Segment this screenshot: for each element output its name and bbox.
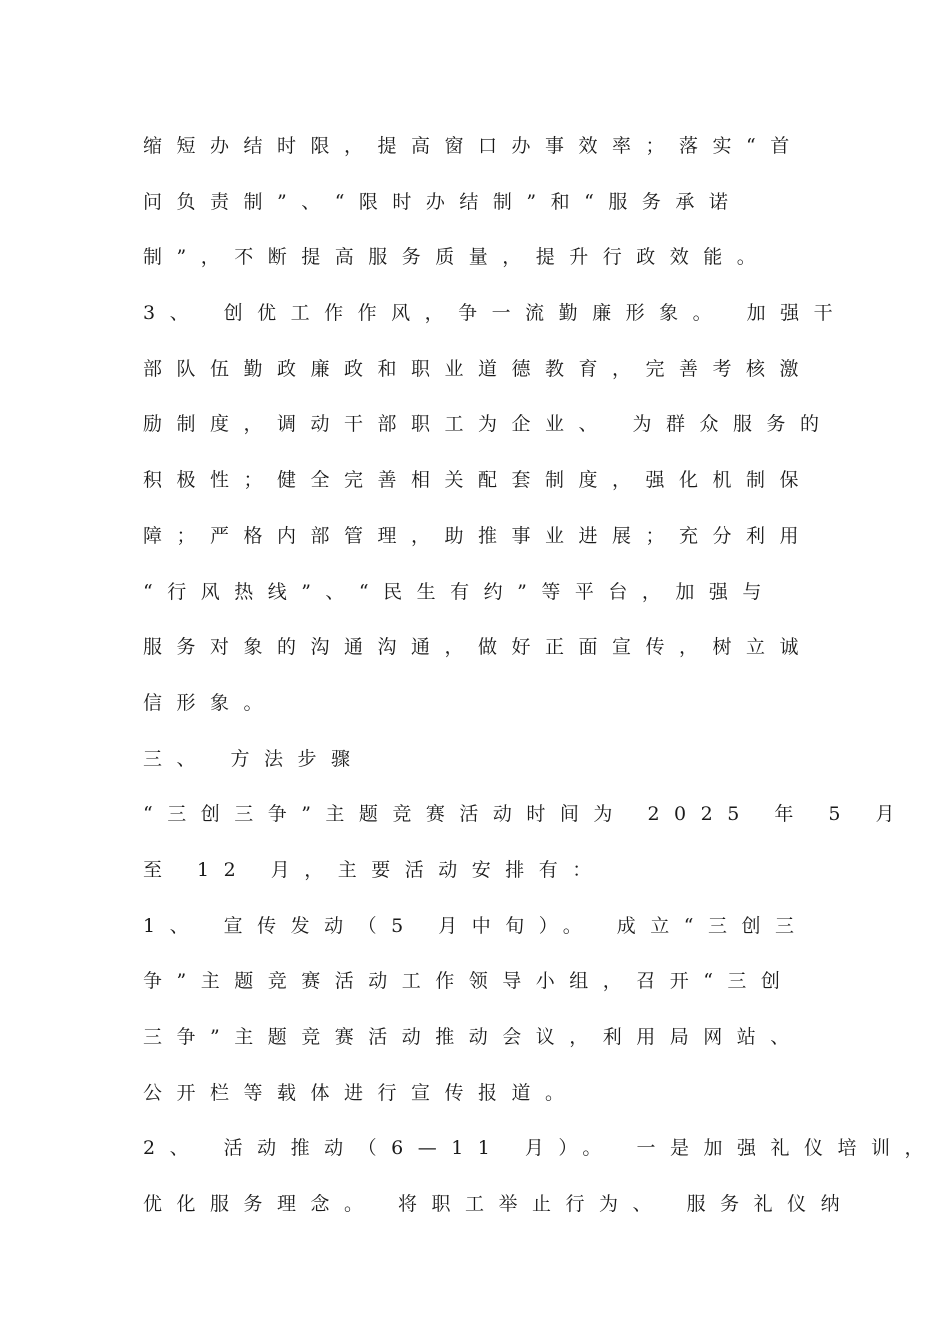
text-line: 励制度，调动干部职工为企业、 为群众服务的 xyxy=(143,413,834,436)
text-line: 三争”主题竞赛活动推动会议，利用局网站、 xyxy=(143,1026,804,1048)
text-line: 优化服务理念。 将职工举止行为、 服务礼仪纳 xyxy=(143,1193,855,1216)
text-line: 缩短办结时限，提高窗口办事效率；落实“首 xyxy=(143,135,804,157)
text-line: 争”主题竞赛活动工作领导小组，召开“三创 xyxy=(143,970,795,993)
text-line: 至 12 月，主要活动安排有： xyxy=(143,858,606,881)
text-line: 1、 宣传发动（5 月中旬）。 成立“三创三 xyxy=(143,914,809,937)
section-heading: 三、 方法步骤 xyxy=(143,747,365,770)
text-line: 积极性；健全完善相关配套制度，强化机制保 xyxy=(143,469,814,492)
text-line: “行风热线”、“民生有约”等平台，加强与 xyxy=(143,580,776,603)
text-line: 2、 活动推动（6—11 月）。 一是加强礼仪培训， xyxy=(143,1137,938,1160)
text-line: “三创三争”主题竞赛活动时间为 2025 年 5 月 xyxy=(143,803,910,826)
text-line: 公开栏等载体进行宣传报道。 xyxy=(143,1081,579,1104)
text-line: 部队伍勤政廉政和职业道德教育，完善考核激 xyxy=(143,357,814,380)
text-line: 问负责制”、“限时办结制”和“服务承诺 xyxy=(143,190,743,213)
text-line: 服务对象的沟通沟通，做好正面宣传，树立诚 xyxy=(143,636,814,659)
document-body xyxy=(143,124,938,1238)
text-line: 3、 创优工作作风，争一流勤廉形象。 加强干 xyxy=(143,302,848,325)
text-line: 障；严格内部管理，助推事业进展；充分利用 xyxy=(143,524,814,547)
text-line: 信形象。 xyxy=(143,691,278,714)
text-line: 制”，不断提高服务质量，提升行政效能。 xyxy=(143,246,771,269)
